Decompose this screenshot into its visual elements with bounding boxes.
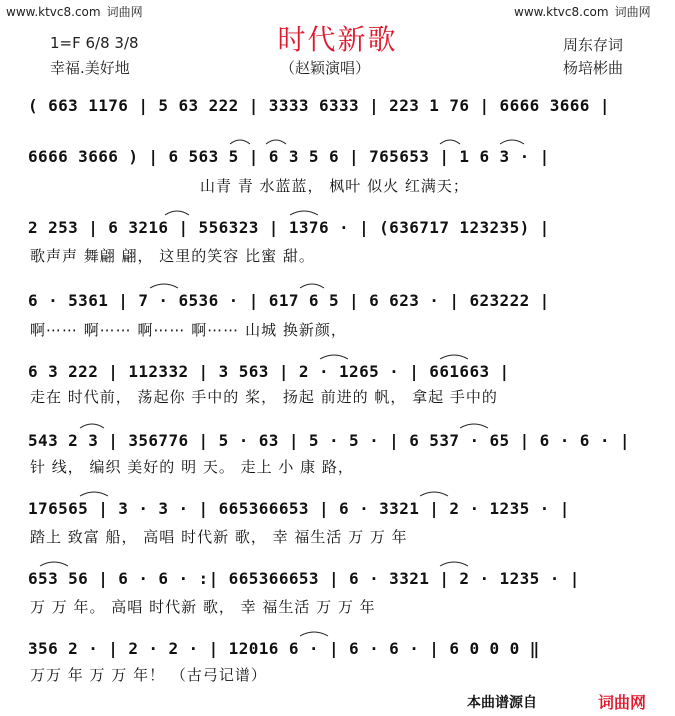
score-line-5: 6 3 222 | 112332 | 3 563 | 2 · 1265 · | 661663 | — [28, 361, 510, 381]
slur-mark — [440, 562, 468, 566]
lyric-line-2: 山青 青 水蓝蓝， 枫叶 似火 红满天； — [200, 177, 469, 195]
performance-style: 幸福.美好地 — [50, 59, 130, 77]
performer-credit: （赵颖演唱） — [280, 59, 371, 77]
watermark-left-name: 词曲网 — [106, 5, 143, 19]
watermark-left-url: www.ktvc8.com — [6, 5, 101, 19]
lyric-line-5: 走在 时代前， 荡起你 手中的 桨， 扬起 前进的 帆， 拿起 手中的 — [30, 388, 498, 406]
score-line-9: 356 2 · | 2 · 2 · | 12016 6 · | 6 · 6 · | 6 0 0 0 ‖ — [28, 638, 540, 658]
lyric-line-8: 万 万 年。 高唱 时代新 歌， 幸 福生活 万 万 年 — [30, 598, 376, 616]
score-line-3: 2 253 | 6 3216 | 556323 | 1376 · | (636717 123235) | — [28, 217, 550, 237]
slur-mark — [300, 284, 324, 288]
lyric-line-3: 歌声声 舞翩 翩， 这里的笑容 比蜜 甜。 — [30, 247, 315, 265]
slur-mark — [230, 140, 250, 144]
lyric-line-4: 啊⋯⋯ 啊⋯⋯ 啊⋯⋯ 啊⋯⋯ 山城 换新颜， — [30, 321, 347, 339]
score-line-4: 6 · 5361 | 7 · 6536 · | 617 6 5 | 6 623 · | 623222 | — [28, 290, 550, 310]
score-line-8: 653 56 | 6 · 6 · :| 665366653 | 6 · 3321 | 2 · 1235 · | — [28, 568, 580, 588]
score-line-1: ( 663 1176 | 5 63 222 | 3333 6333 | 223 1 76 | 6666 3666 | — [28, 95, 610, 115]
slur-mark — [500, 140, 524, 144]
slur-mark — [300, 632, 328, 636]
slur-mark — [266, 140, 286, 144]
score-line-7: 176565 | 3 · 3 · | 665366653 | 6 · 3321 | 2 · 1235 · | — [28, 498, 570, 518]
score-line-6: 543 2 3 | 356776 | 5 · 63 | 5 · 5 · | 6 537 · 65 | 6 · 6 · | — [28, 430, 630, 450]
slur-mark — [320, 355, 348, 359]
slur-mark — [80, 424, 104, 428]
song-title: 时代新歌 — [277, 23, 398, 56]
lyricist-credit: 周东存词 — [563, 36, 624, 54]
slur-mark — [80, 492, 108, 496]
lyric-line-7: 踏上 致富 船， 高唱 时代新 歌， 幸 福生活 万 万 年 — [30, 528, 408, 546]
slur-mark — [290, 211, 318, 215]
slur-mark — [440, 355, 468, 359]
source-logo: 词曲网 — [598, 693, 647, 712]
key-signature: 1=F 6/8 3/8 — [50, 34, 139, 52]
slur-mark — [165, 211, 189, 215]
source-label: 本曲谱源自 — [467, 695, 537, 711]
score-line-2: 6666 3666 ) | 6 563 5 | 6 3 5 6 | 765653 | 1 6 3 · | — [28, 146, 550, 166]
composer-credit: 杨培彬曲 — [563, 59, 624, 77]
slur-mark — [150, 284, 178, 288]
slur-mark — [440, 140, 460, 144]
slur-mark — [420, 492, 448, 496]
lyric-line-6: 针 线， 编织 美好的 明 天。 走上 小 康 路， — [30, 458, 354, 476]
lyric-line-9: 万万 年 万 万 年！ （古弓记谱） — [30, 666, 267, 684]
watermark-right-url: www.ktvc8.com — [514, 5, 609, 19]
slur-mark — [40, 562, 68, 566]
slur-mark — [460, 424, 488, 428]
watermark-right-name: 词曲网 — [614, 5, 651, 19]
